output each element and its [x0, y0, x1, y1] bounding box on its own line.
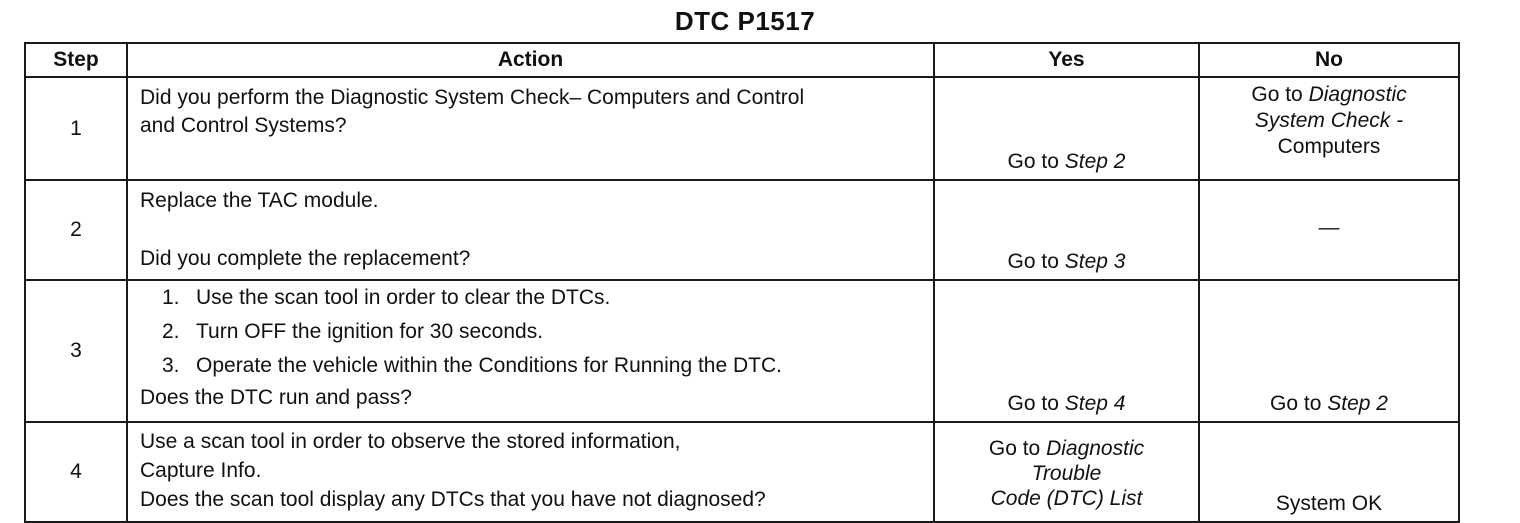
no-prefix: Go to	[1251, 83, 1309, 106]
header-yes: Yes	[934, 43, 1199, 77]
action-text: Does the scan tool display any DTCs that you have not diagnosed?	[140, 488, 766, 511]
no-cell[interactable]	[1199, 280, 1459, 422]
yes-cell[interactable]	[934, 180, 1199, 280]
yes-prefix: Go to	[988, 436, 1047, 460]
action-text: Did you perform the Diagnostic System Check– Computers and Control	[140, 86, 805, 109]
no-cell	[1199, 422, 1459, 522]
action-cell	[127, 77, 934, 180]
action-text: Capture Info.	[140, 459, 262, 482]
action-list-item: 2. Turn OFF the ignition for 30 seconds.	[162, 320, 544, 343]
yes-prefix: Go to	[1007, 392, 1065, 415]
action-cell	[127, 422, 934, 522]
no-cell	[1199, 180, 1459, 280]
action-text: Replace the TAC module.	[140, 189, 379, 212]
yes-link[interactable]: Trouble	[1031, 461, 1102, 485]
diagnostic-table	[24, 42, 1460, 523]
yes-cell[interactable]	[934, 77, 1199, 180]
table-row	[25, 77, 1459, 180]
header-row	[25, 43, 1459, 77]
no-text: Computers	[1277, 135, 1381, 158]
yes-link[interactable]: Step 3	[1064, 250, 1126, 273]
yes-link[interactable]: Step 4	[1064, 392, 1126, 415]
no-link[interactable]: System Check -	[1254, 109, 1404, 132]
action-text: Did you complete the replacement?	[140, 247, 471, 270]
yes-link[interactable]: Step 2	[1064, 150, 1126, 173]
action-list-item: 3. Operate the vehicle within the Conditions for Running the DTC.	[162, 354, 782, 377]
table-row	[25, 180, 1459, 280]
yes-prefix: Go to	[1007, 150, 1065, 173]
no-text: System OK	[1275, 492, 1383, 515]
yes-link[interactable]: Code (DTC) List	[990, 486, 1143, 510]
action-text: Does the DTC run and pass?	[140, 386, 412, 409]
header-no: No	[1199, 43, 1459, 77]
action-text: Use a scan tool in order to observe the stored information,	[140, 430, 681, 453]
action-cell	[127, 180, 934, 280]
step-number: 3	[25, 280, 127, 422]
yes-cell[interactable]	[934, 280, 1199, 422]
no-cell[interactable]	[1199, 77, 1459, 180]
yes-prefix: Go to	[1007, 250, 1065, 273]
yes-cell[interactable]	[934, 422, 1199, 522]
page-title: DTC P1517	[674, 6, 816, 36]
step-number: 1	[25, 77, 127, 180]
no-prefix: Go to	[1270, 392, 1328, 415]
yes-link[interactable]: Diagnostic	[1046, 436, 1145, 460]
table-row	[25, 280, 1459, 422]
no-dash: —	[1318, 216, 1340, 239]
table-row	[25, 422, 1459, 522]
header-step: Step	[25, 43, 127, 77]
action-cell	[127, 280, 934, 422]
no-link[interactable]: Step 2	[1327, 392, 1388, 415]
no-link[interactable]: Diagnostic	[1308, 83, 1407, 106]
step-number: 4	[25, 422, 127, 522]
action-list-item: 1. Use the scan tool in order to clear the DTCs.	[162, 286, 611, 309]
step-number: 2	[25, 180, 127, 280]
header-action: Action	[127, 43, 934, 77]
action-text: and Control Systems?	[140, 114, 347, 137]
